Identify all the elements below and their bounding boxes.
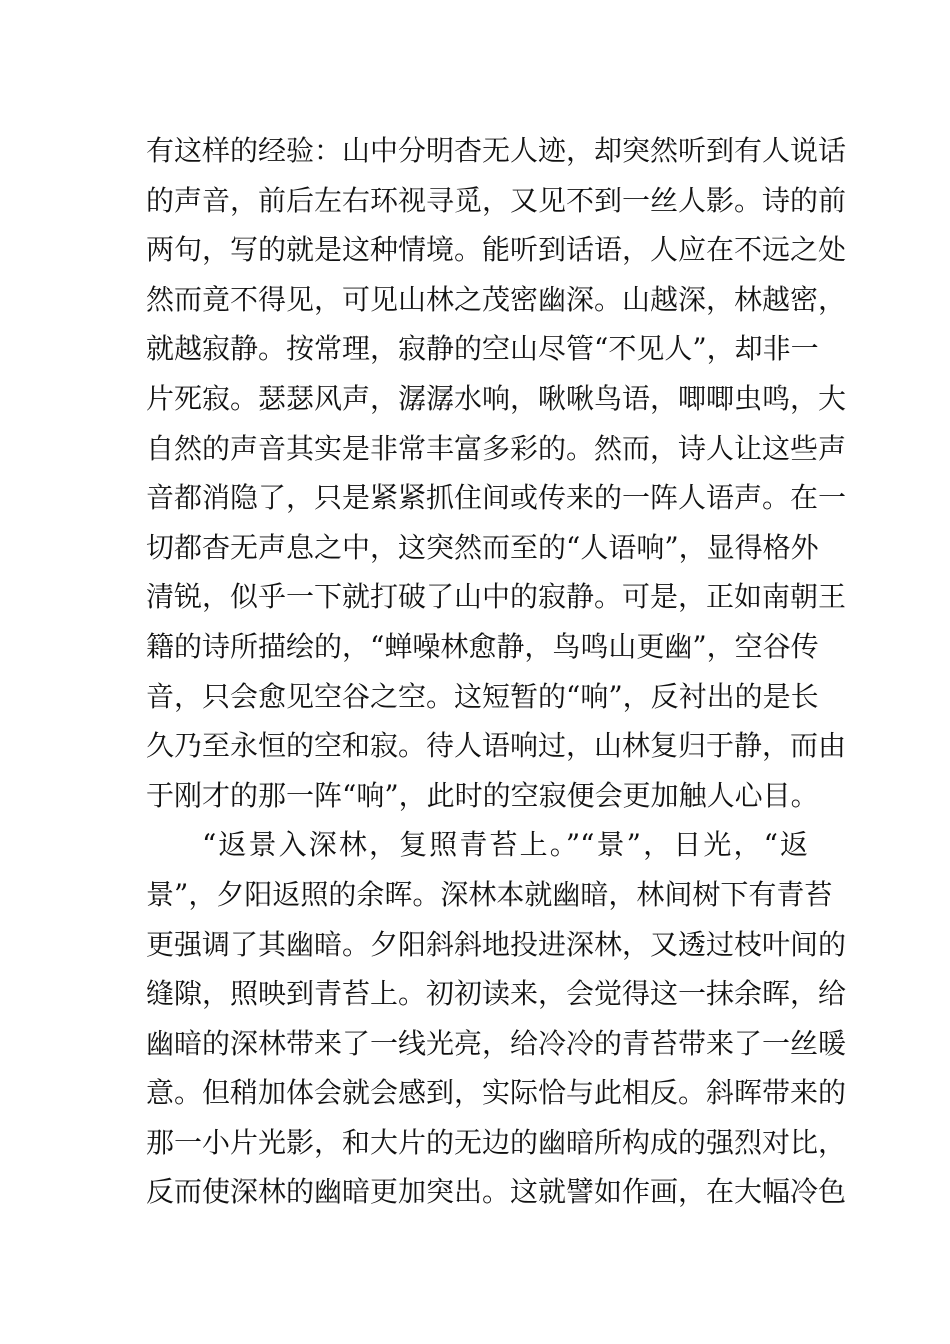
text-line: 那一小片光影，和大片的无边的幽暗所构成的强烈对比， [146, 1125, 847, 1159]
text-line: 音都消隐了，只是紧紧抓住间或传来的一阵人语声。在一 [146, 481, 847, 515]
text-line: 两句，写的就是这种情境。能听到话语，人应在不远之处 [146, 233, 847, 267]
text-line: 切都杳无声息之中，这突然而至的“人语响”，显得格外 [146, 530, 819, 564]
text-line: 反而使深林的幽暗更加突出。这就譬如作画，在大幅冷色 [146, 1175, 847, 1209]
text-line: 然而竟不得见，可见山林之茂密幽深。山越深，林越密， [146, 282, 847, 316]
text-line: 景”，夕阳返照的余晖。深林本就幽暗，林间树下有青苔 [146, 877, 833, 911]
text-line: 自然的声音其实是非常丰富多彩的。然而，诗人让这些声 [146, 431, 847, 465]
text-line: 久乃至永恒的空和寂。待人语响过，山林复归于静，而由 [146, 729, 847, 763]
text-line: 更强调了其幽暗。夕阳斜斜地投进深林，又透过枝叶间的 [146, 927, 847, 961]
text-line: 就越寂静。按常理，寂静的空山尽管“不见人”，却非一 [146, 332, 819, 366]
text-line: 的声音，前后左右环视寻觅，又见不到一丝人影。诗的前 [146, 183, 847, 217]
body-text [146, 126, 847, 1217]
text-line: 有这样的经验：山中分明杳无人迹，却突然听到有人说话 [146, 134, 847, 167]
paragraph-2 [146, 820, 847, 1217]
text-line: 片死寂。瑟瑟风声，潺潺水响，啾啾鸟语，唧唧虫鸣，大 [146, 381, 847, 415]
text-line: “返景入深林，复照青苔上。”“景”，日光，“返 [202, 828, 808, 862]
text-line: 意。但稍加体会就会感到，实际恰与此相反。斜晖带来的 [146, 1076, 847, 1110]
text-line: 幽暗的深林带来了一线光亮，给冷冷的青苔带来了一丝暖 [146, 1026, 847, 1060]
text-line: 清锐，似乎一下就打破了山中的寂静。可是，正如南朝王 [146, 580, 847, 614]
paragraph-1 [146, 126, 847, 820]
text-line: 于刚才的那一阵“响”，此时的空寂便会更加触人心目。 [146, 778, 819, 812]
text-line: 籍的诗所描绘的，“蝉噪林愈静，鸟鸣山更幽”，空谷传 [146, 629, 819, 663]
text-line: 缝隙，照映到青苔上。初初读来，会觉得这一抹余晖，给 [146, 977, 847, 1011]
text-line: 音，只会愈见空谷之空。这短暂的“响”，反衬出的是长 [146, 679, 819, 713]
